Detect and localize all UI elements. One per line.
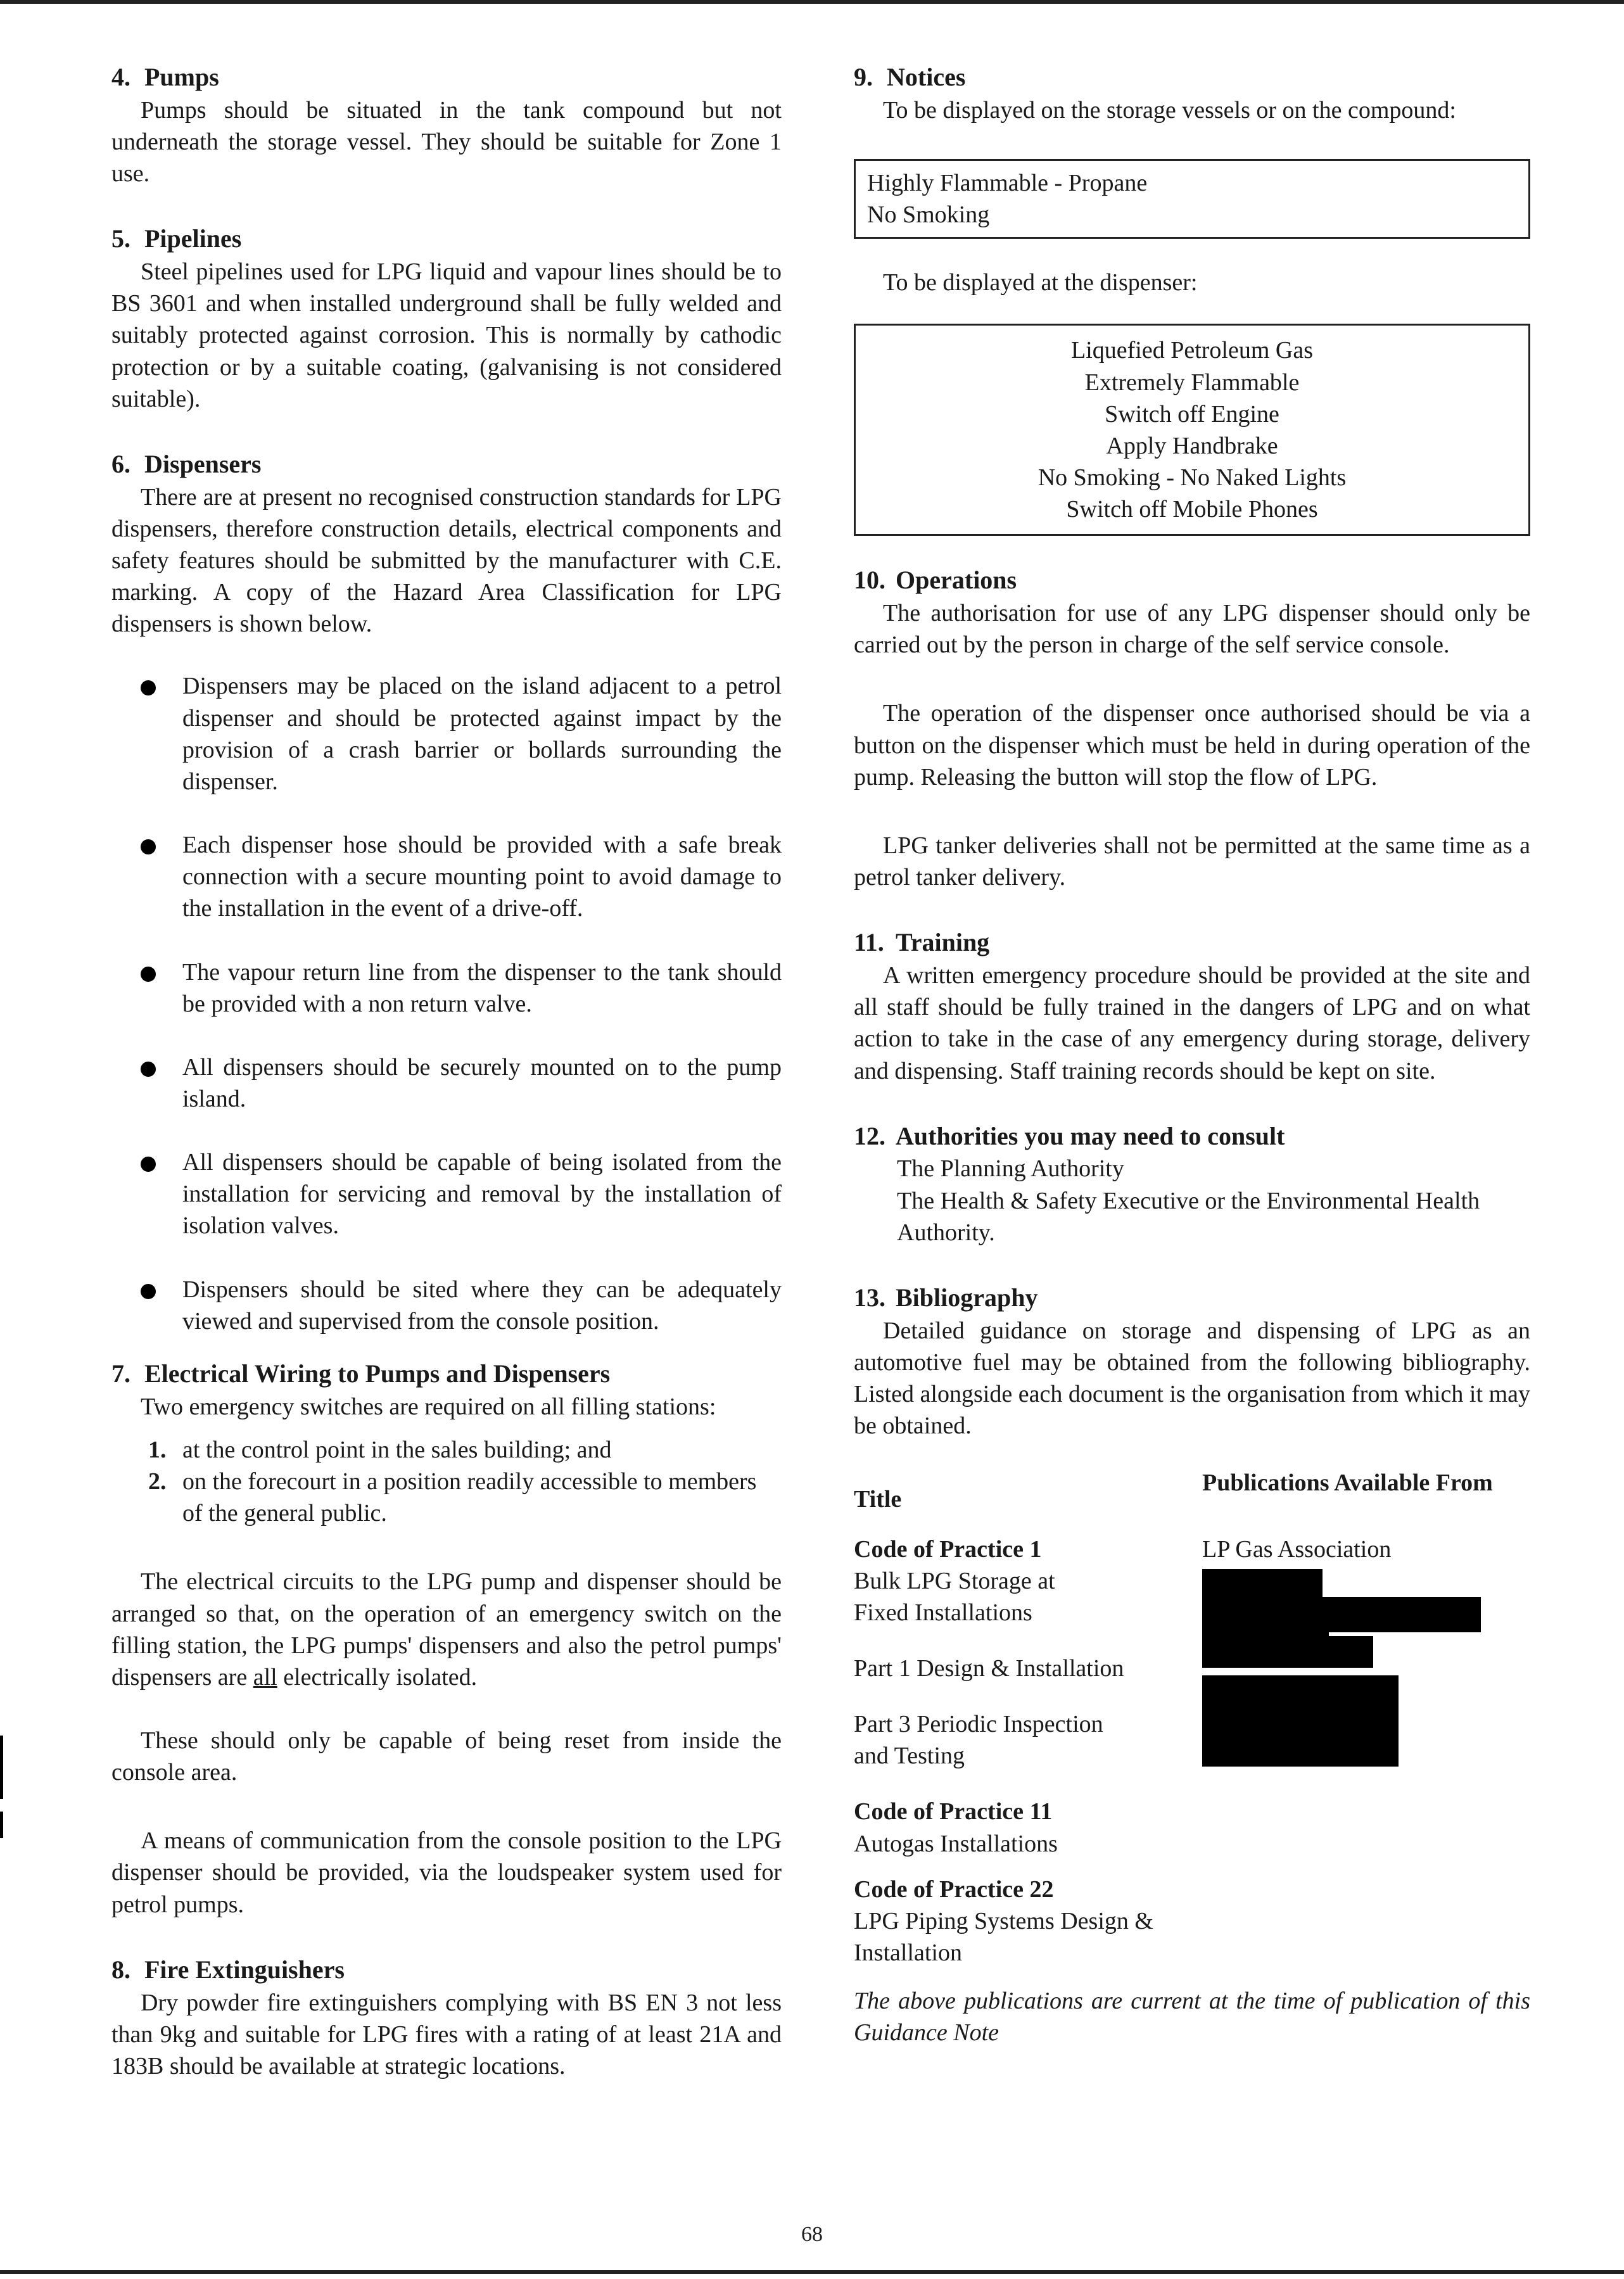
bullet-icon <box>141 680 156 695</box>
notice-line: No Smoking <box>867 201 990 229</box>
list-item: Dispensers may be placed on the island adjacent to a petrol dispenser and should be protected against impact by the provision of a crash barrier or bollards surrounding the dispenser. <box>111 670 782 797</box>
section-intro: To be displayed at the dispenser: <box>883 269 1198 296</box>
notice-line: Liquefied Petroleum Gas <box>1070 337 1313 364</box>
section-authorities <box>854 1120 1530 1248</box>
section-heading: 10. Operations <box>854 566 1017 595</box>
bibliography-header-row <box>854 1467 1530 1515</box>
section-body: LPG tanker deliveries shall not be permitted at the same time as a petrol tanker delivery. <box>854 832 1530 891</box>
right-column <box>854 61 1530 2082</box>
section-heading: 13. Bibliography <box>854 1283 1038 1312</box>
column-header-publisher: Publications Available From <box>1202 1470 1493 1497</box>
section-electrical <box>111 1357 782 1920</box>
list-item: The Planning Authority <box>897 1155 1124 1183</box>
list-item: Each dispenser hose should be provided with a safe break connection with a secure mounting point to avoid damage to the installation in the event of a drive-off. <box>111 829 782 924</box>
bibliography-entry: Part 3 Periodic Inspection and Testing <box>854 1711 1103 1770</box>
scan-border-bottom <box>0 2270 1624 2274</box>
section-body: The operation of the dispenser once authorised should be via a button on the dispenser which must be held in during operation of the pump. Releasing the button will stop the flow of LPG. <box>854 700 1530 790</box>
bibliography-titles <box>854 1533 1189 1969</box>
page-number: 68 <box>801 2223 823 2246</box>
section-heading: 7. Electrical Wiring to Pumps and Dispensers <box>111 1359 611 1388</box>
dispenser-notice-box <box>854 324 1530 536</box>
bibliography-entry: Code of Practice 1 Bulk LPG Storage at Fixed Installations <box>854 1535 1055 1626</box>
list-item: 2. on the forecourt in a position readily accessible to members of the general public. <box>148 1468 757 1527</box>
section-intro: Two emergency switches are required on all filling stations: <box>141 1393 716 1420</box>
section-heading: 4. Pumps <box>111 63 219 91</box>
section-dispensers <box>111 448 782 1337</box>
switch-location-list <box>111 1434 782 1529</box>
notice-line: No Smoking - No Naked Lights <box>1037 464 1347 492</box>
section-body: A written emergency procedure should be provided at the site and all staff should be fully trained in the dangers of LPG and on what action to take in the case of any emergency during storage, delivery and dispensing. Staff training records should be kept on site. <box>854 962 1530 1084</box>
bullet-icon <box>141 1157 156 1172</box>
bullet-icon <box>141 1062 156 1077</box>
section-body: Dry powder fire extinguishers complying with BS EN 3 not less than 9kg and suitable for LPG fires with a rating of at least 21A and 183B should be available at strategic locations. <box>111 1989 782 2079</box>
section-fire-extinguishers <box>111 1953 782 2082</box>
authority-list <box>854 1153 1530 1248</box>
scan-border-top <box>0 0 1624 4</box>
publisher-name: LP Gas Association <box>1202 1535 1392 1563</box>
list-item: Dispensers should be sited where they can be adequately viewed and supervised from the console position. <box>111 1274 782 1337</box>
section-body: Detailed guidance on storage and dispensing of LPG as an automotive fuel may be obtained from the following bibliography. Listed alongside each document is the organisation from which it may be obtained. <box>854 1317 1530 1440</box>
bibliography-entry: Code of Practice 22 LPG Piping Systems Design & Installation <box>854 1876 1153 1967</box>
bullet-icon <box>141 1284 156 1299</box>
section-training <box>854 926 1530 1086</box>
section-body: The electrical circuits to the LPG pump and dispenser should be arranged so that, on the operation of an emergency switch on the filling station, the LPG pumps' dispensers and also the petrol pumps' dispensers are all electrically isolated. <box>111 1568 782 1691</box>
bibliography-body <box>854 1533 1530 1969</box>
section-body: Pumps should be situated in the tank compound but not underneath the storage vessel. They should be suitable for Zone 1 use. <box>111 96 782 187</box>
bibliography-entry: Part 1 Design & Installation <box>854 1654 1124 1682</box>
list-item: All dispensers should be capable of being isolated from the installation for servicing and removal by the installation of isolation valves. <box>111 1146 782 1241</box>
list-item: The vapour return line from the dispenser to the tank should be provided with a non return valve. <box>111 956 782 1020</box>
list-item: All dispensers should be securely mounted on to the pump island. <box>111 1051 782 1115</box>
column-header-title: Title <box>854 1486 902 1513</box>
bullet-icon <box>141 967 156 982</box>
section-heading: 6. Dispensers <box>111 449 262 478</box>
section-notices <box>854 61 1530 536</box>
section-body: These should only be capable of being reset from inside the console area. <box>111 1727 782 1786</box>
scan-mark <box>0 1736 3 1799</box>
notice-line: Switch off Engine <box>1105 400 1279 428</box>
section-heading: 5. Pipelines <box>111 224 242 253</box>
notice-line: Apply Handbrake <box>1106 432 1278 459</box>
section-operations <box>854 564 1530 893</box>
section-heading: 9. Notices <box>854 63 966 91</box>
notice-line: Switch off Mobile Phones <box>1066 496 1318 523</box>
bibliography-footnote: The above publications are current at the time of publication of this Guidance Note <box>854 1988 1530 2047</box>
section-pipelines <box>111 222 782 415</box>
scan-mark <box>0 1812 3 1838</box>
bibliography-publishers <box>1189 1533 1530 1969</box>
section-heading: 12. Authorities you may need to consult <box>854 1121 1285 1150</box>
left-column <box>111 61 782 2115</box>
section-intro: To be displayed on the storage vessels or on the compound: <box>883 96 1456 124</box>
bibliography-entry: Code of Practice 11 Autogas Installations <box>854 1798 1058 1857</box>
storage-notice-box <box>854 159 1530 239</box>
dispenser-bullet-list <box>111 670 782 1337</box>
section-heading: 8. Fire Extinguishers <box>111 1955 345 1984</box>
section-heading: 11. Training <box>854 928 990 957</box>
section-body: The authorisation for use of any LPG dispenser should only be carried out by the person in charge of the self service console. <box>854 600 1530 659</box>
section-body: There are at present no recognised construction standards for LPG dispensers, therefore construction details, electrical components and safety features should be submitted by the manufacturer with C.E. marking. A copy of the Hazard Area Classification for LPG dispensers is shown below. <box>111 483 782 638</box>
bullet-icon <box>141 839 156 854</box>
section-body: Steel pipelines used for LPG liquid and vapour lines should be to BS 3601 and when installed underground shall be fully welded and suitably protected against corrosion. This is normally by cathodic protection or by a suitable coating, (galvanising is not considered suitable). <box>111 258 782 412</box>
notice-line: Highly Flammable - Propane <box>867 169 1148 196</box>
redacted-address <box>1202 1569 1530 1835</box>
list-item: 1. at the control point in the sales building; and <box>148 1436 612 1463</box>
section-body: A means of communication from the console position to the LPG dispenser should be provided, via the loudspeaker system used for petrol pumps. <box>111 1827 782 1918</box>
list-item: The Health & Safety Executive or the Environmental Health Authority. <box>897 1187 1480 1246</box>
bibliography-table <box>854 1467 1530 2048</box>
section-bibliography <box>854 1281 1530 2049</box>
section-pumps <box>111 61 782 189</box>
notice-line: Extremely Flammable <box>1084 369 1300 396</box>
